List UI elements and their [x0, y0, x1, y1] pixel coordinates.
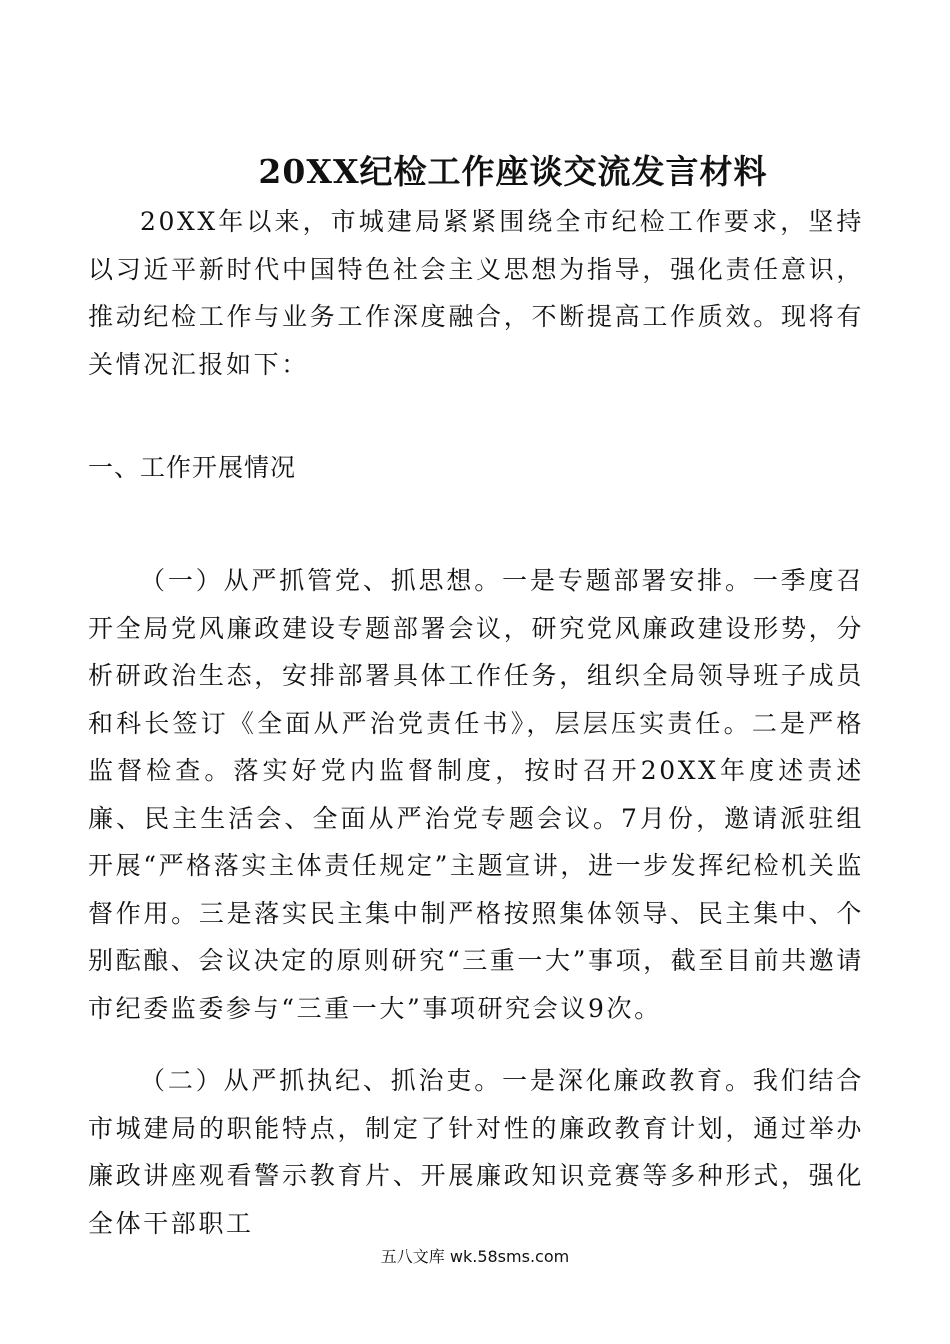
paragraph-1: （一）从严抓管党、抓思想。一是专题部署安排。一季度召开全局党风廉政建设专题部署会议，研究党风廉政建设形势，分析研政治生态，安排部署具体工作任务，组织全局领导班子成员和科长签订《全面从严治党责任书》，层层压实责任。二是严格监督检查。落实好党内监督制度，按时召开20XX年度述责述廉、民主生活会、全面从严治党专题会议。7月份，邀请派驻组开展“严格落实主体责任规定”主题宣讲，进一步发挥纪检机关监督作用。三是落实民主集中制严格按照集体领导、民主集中、个别酝酿、会议决定的原则研究“三重一大”事项，截至目前共邀请市纪委监委参与“三重一大”事项研究会议9次。 [88, 566, 864, 1023]
document-title: 20XX纪检工作座谈交流发言材料 [258, 152, 768, 191]
paragraph-2: （二）从严抓执纪、抓治吏。一是深化廉政教育。我们结合市城建局的职能特点，制定了针对性的廉政教育计划，通过举办廉政讲座观看警示教育片、开展廉政知识竞赛等多种形式，强化全体干部职工 [88, 1066, 864, 1238]
intro-paragraph: 20XX年以来，市城建局紧紧围绕全市纪检工作要求，坚持以习近平新时代中国特色社会主义思想为指导，强化责任意识，推动纪检工作与业务工作深度融合，不断提高工作质效。现将有关情况汇报如下： [88, 207, 864, 379]
footer-watermark: 五八文库 wk.58sms.com [380, 1247, 570, 1266]
section-heading: 一、工作开展情况 [88, 453, 297, 482]
